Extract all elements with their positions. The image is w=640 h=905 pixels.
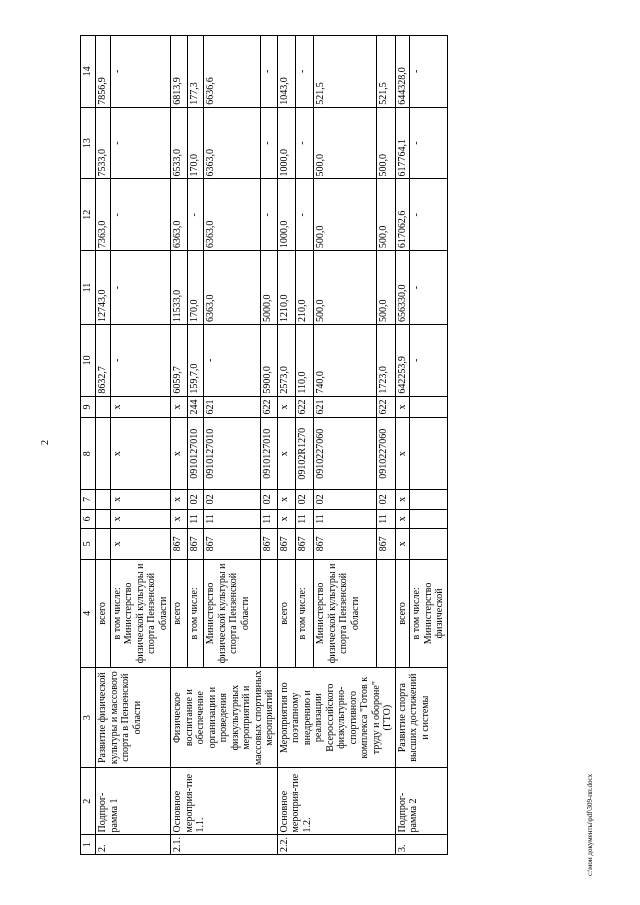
cell-c6: x: [395, 509, 410, 529]
cell-c9: 621: [314, 396, 377, 418]
cell-c14: -: [410, 36, 448, 108]
cell-c4: всего: [277, 559, 295, 668]
cell-c6: 11: [204, 509, 260, 529]
row-type: Подпрог- рамма 2: [395, 768, 447, 835]
cell-c12: -: [110, 179, 171, 251]
row-title: Мероприятия по поэтапному внедрению и реализации Всероссийского физкультурно-спортивного комплекса "Готов к труду и обороне" (ГТО): [277, 668, 395, 768]
cell-c7: 02: [187, 490, 204, 510]
cell-c11: 1210,0: [277, 251, 295, 325]
cell-c13: -: [410, 107, 448, 179]
cell-c13: 6363,0: [204, 107, 260, 179]
column-header: 5: [81, 529, 96, 559]
cell-c10: 2573,0: [277, 324, 295, 396]
cell-c14: 521,5: [314, 36, 377, 108]
cell-c13: 6533,0: [171, 107, 188, 179]
cell-c13: -: [295, 107, 313, 179]
cell-c6: 11: [187, 509, 204, 529]
cell-c5: [96, 529, 111, 559]
cell-c7: x: [277, 490, 295, 510]
table-row: [96, 36, 111, 855]
column-header: 7: [81, 490, 96, 510]
cell-c9: [410, 396, 448, 418]
cell-c6: x: [277, 509, 295, 529]
cell-c7: 02: [376, 490, 395, 510]
cell-c10: 642253,9: [395, 324, 410, 396]
cell-c6: [96, 509, 111, 529]
row-number: 2.2.: [277, 835, 395, 855]
column-header: 12: [81, 179, 96, 251]
cell-c9: x: [277, 396, 295, 418]
column-header: 6: [81, 509, 96, 529]
cell-c5: 867: [171, 529, 188, 559]
cell-c5: 867: [187, 529, 204, 559]
cell-c5: x: [395, 529, 410, 559]
column-header: 3: [81, 668, 96, 768]
row-title: Развитие физической культуры и массового спорта в Пензенской области: [96, 668, 171, 768]
cell-c4: всего: [395, 559, 410, 668]
cell-c9: x: [110, 396, 171, 418]
cell-c4: в том числе: Министерство физической: [410, 559, 448, 668]
row-title: Физическое воспитание и обеспечение организации и проведения физкультурных мероприятий и массовых спортивных мероприятий: [171, 668, 278, 768]
cell-c11: 500,0: [376, 251, 395, 325]
cell-c9: 622: [260, 396, 277, 418]
row-type: Основное мероприя-тие 1.2.: [277, 768, 395, 835]
cell-c4: [260, 559, 277, 668]
row-number: 3.: [395, 835, 447, 855]
cell-c11: 6363,0: [204, 251, 260, 325]
cell-c6: 11: [314, 509, 377, 529]
cell-c14: 1043,0: [277, 36, 295, 108]
cell-c12: 1000,0: [277, 179, 295, 251]
cell-c11: -: [410, 251, 448, 325]
cell-c6: 11: [260, 509, 277, 529]
cell-c12: -: [410, 179, 448, 251]
cell-c4: в том числе:: [295, 559, 313, 668]
cell-c9: [96, 396, 111, 418]
cell-c6: 11: [376, 509, 395, 529]
cell-c10: 159,7,0: [187, 324, 204, 396]
cell-c9: x: [171, 396, 188, 418]
column-header: 2: [81, 768, 96, 835]
cell-c14: 521,5: [376, 36, 395, 108]
footer-file-path: c:\мои документы\pdf\309-пп.docx: [586, 773, 594, 876]
cell-c7: 02: [314, 490, 377, 510]
cell-c8: 0910127010: [204, 418, 260, 490]
cell-c10: -: [110, 324, 171, 396]
cell-c10: 6059,7: [171, 324, 188, 396]
cell-c10: 5900,0: [260, 324, 277, 396]
cell-c12: 617062,6: [395, 179, 410, 251]
cell-c6: [410, 509, 448, 529]
cell-c6: x: [171, 509, 188, 529]
cell-c14: 6636,6: [204, 36, 260, 108]
cell-c14: -: [260, 36, 277, 108]
cell-c4: всего: [171, 559, 188, 668]
cell-c11: 12743,0: [96, 251, 111, 325]
cell-c8: 0910127010: [187, 418, 204, 490]
cell-c8: x: [395, 418, 410, 490]
cell-c9: 622: [376, 396, 395, 418]
cell-c14: 7856,9: [96, 36, 111, 108]
cell-c12: 500,0: [376, 179, 395, 251]
cell-c13: 500,0: [376, 107, 395, 179]
row-number: 2.: [96, 835, 171, 855]
row-number: 2.1.: [171, 835, 278, 855]
cell-c9: 244: [187, 396, 204, 418]
cell-c12: -: [295, 179, 313, 251]
cell-c4: в том числе:: [187, 559, 204, 668]
cell-c8: x: [277, 418, 295, 490]
cell-c10: 1723,0: [376, 324, 395, 396]
cell-c13: 500,0: [314, 107, 377, 179]
cell-c9: 622: [295, 396, 313, 418]
cell-c5: 867: [204, 529, 260, 559]
cell-c13: 170,0: [187, 107, 204, 179]
cell-c14: -: [110, 36, 171, 108]
column-header: 9: [81, 396, 96, 418]
cell-c11: 500,0: [314, 251, 377, 325]
cell-c10: 110,0: [295, 324, 313, 396]
cell-c13: -: [260, 107, 277, 179]
cell-c12: -: [260, 179, 277, 251]
column-header: 11: [81, 251, 96, 325]
row-title: Развитие спорта высших достижений и системы: [395, 668, 447, 768]
cell-c4: в том числе: Министерство физической культуры и спорта Пензенской области: [110, 559, 171, 668]
cell-c14: -: [295, 36, 313, 108]
table-row: [277, 36, 295, 855]
cell-c9: 621: [204, 396, 260, 418]
cell-c12: 6363,0: [171, 179, 188, 251]
column-header: 4: [81, 559, 96, 668]
cell-c8: x: [171, 418, 188, 490]
cell-c5: [410, 529, 448, 559]
cell-c8: 09102R1270: [295, 418, 313, 490]
cell-c4: Министерство физической культуры и спорта Пензенской области: [314, 559, 377, 668]
cell-c8: 0910127010: [260, 418, 277, 490]
cell-c7: 02: [204, 490, 260, 510]
column-header: 10: [81, 324, 96, 396]
cell-c5: 867: [295, 529, 313, 559]
cell-c7: x: [395, 490, 410, 510]
cell-c10: -: [204, 324, 260, 396]
cell-c14: 177,3: [187, 36, 204, 108]
table-row: [395, 36, 410, 855]
cell-c5: 867: [314, 529, 377, 559]
cell-c11: 210,0: [295, 251, 313, 325]
cell-c13: 1000,0: [277, 107, 295, 179]
cell-c7: [410, 490, 448, 510]
cell-c8: [410, 418, 448, 490]
cell-c13: 7533,0: [96, 107, 111, 179]
cell-c14: 6813,9: [171, 36, 188, 108]
cell-c14: 644328,0: [395, 36, 410, 108]
cell-c4: Министерство физической культуры и спорта Пензенской области: [204, 559, 260, 668]
cell-c4: всего: [96, 559, 111, 668]
table-row: [171, 36, 188, 855]
cell-c11: 656330,0: [395, 251, 410, 325]
rotated-table-sheet: [80, 35, 600, 855]
cell-c8: 0910227060: [314, 418, 377, 490]
cell-c11: 5000,0: [260, 251, 277, 325]
cell-c10: -: [410, 324, 448, 396]
cell-c12: 500,0: [314, 179, 377, 251]
cell-c7: 02: [295, 490, 313, 510]
page-number: 2: [40, 440, 51, 445]
column-header: 14: [81, 36, 96, 108]
cell-c7: x: [110, 490, 171, 510]
cell-c13: -: [110, 107, 171, 179]
cell-c5: 867: [260, 529, 277, 559]
cell-c12: -: [187, 179, 204, 251]
cell-c7: [96, 490, 111, 510]
column-header: 1: [81, 835, 96, 855]
column-header: 13: [81, 107, 96, 179]
row-type: Подпрог- рамма 1: [96, 768, 171, 835]
cell-c9: x: [395, 396, 410, 418]
header-row: [81, 36, 96, 855]
cell-c7: 02: [260, 490, 277, 510]
cell-c4: [376, 559, 395, 668]
cell-c6: 11: [295, 509, 313, 529]
cell-c10: 8632,7: [96, 324, 111, 396]
cell-c8: [96, 418, 111, 490]
cell-c8: x: [110, 418, 171, 490]
cell-c12: 7363,0: [96, 179, 111, 251]
cell-c7: x: [171, 490, 188, 510]
cell-c5: 867: [277, 529, 295, 559]
column-header: 8: [81, 418, 96, 490]
cell-c8: 0910227060: [376, 418, 395, 490]
cell-c11: 170,0: [187, 251, 204, 325]
cell-c11: -: [110, 251, 171, 325]
cell-c5: x: [110, 529, 171, 559]
cell-c6: x: [110, 509, 171, 529]
row-type: Основное мероприя-тие 1.1.: [171, 768, 278, 835]
cell-c10: 740,0: [314, 324, 377, 396]
table-body: [81, 36, 448, 855]
cell-c12: 6363,0: [204, 179, 260, 251]
cell-c13: 617764,1: [395, 107, 410, 179]
budget-table: [80, 35, 448, 855]
cell-c11: 11533,0: [171, 251, 188, 325]
cell-c5: 867: [376, 529, 395, 559]
